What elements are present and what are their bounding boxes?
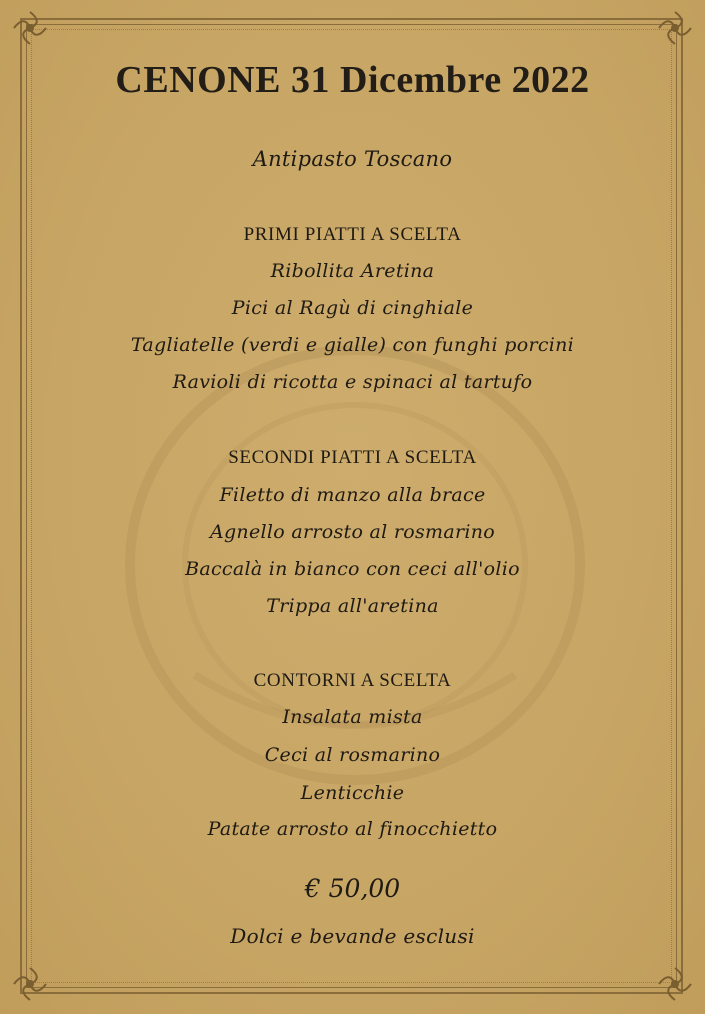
corner-ornament-bottom-right [655,964,695,1004]
secondi-item-1: Filetto di manzo alla brace [219,484,486,506]
contorni-item-2: Ceci al rosmarino [264,744,441,766]
secondi-item-3: Baccalà in bianco con ceci all'olio [185,558,520,580]
menu-price: € 50,00 [304,874,401,903]
corner-ornament-bottom-left [10,964,50,1004]
contorni-item-3: Lenticchie [300,782,405,804]
primi-item-2: Pici al Ragù di cinghiale [231,297,474,319]
antipasto-item: Antipasto Toscano [252,147,453,171]
primi-item-1: Ribollita Aretina [270,260,435,282]
price-note: Dolci e bevande esclusi [230,924,475,948]
contorni-item-1: Insalata mista [282,706,423,728]
secondi-heading: SECONDI PIATTI A SCELTA [228,447,477,468]
corner-ornament-top-right [655,8,695,48]
primi-item-3: Tagliatelle (verdi e gialle) con funghi porcini [130,334,575,356]
corner-ornament-top-left [10,8,50,48]
menu-title: CENONE 31 Dicembre 2022 [115,59,590,101]
primi-heading: PRIMI PIATTI A SCELTA [243,224,462,245]
contorni-item-4: Patate arrosto al finocchietto [207,818,498,840]
primi-item-4: Ravioli di ricotta e spinaci al tartufo [172,371,533,393]
secondi-item-2: Agnello arrosto al rosmarino [209,521,496,543]
contorni-heading: CONTORNI A SCELTA [253,670,452,691]
secondi-item-4: Trippa all'aretina [266,595,439,617]
